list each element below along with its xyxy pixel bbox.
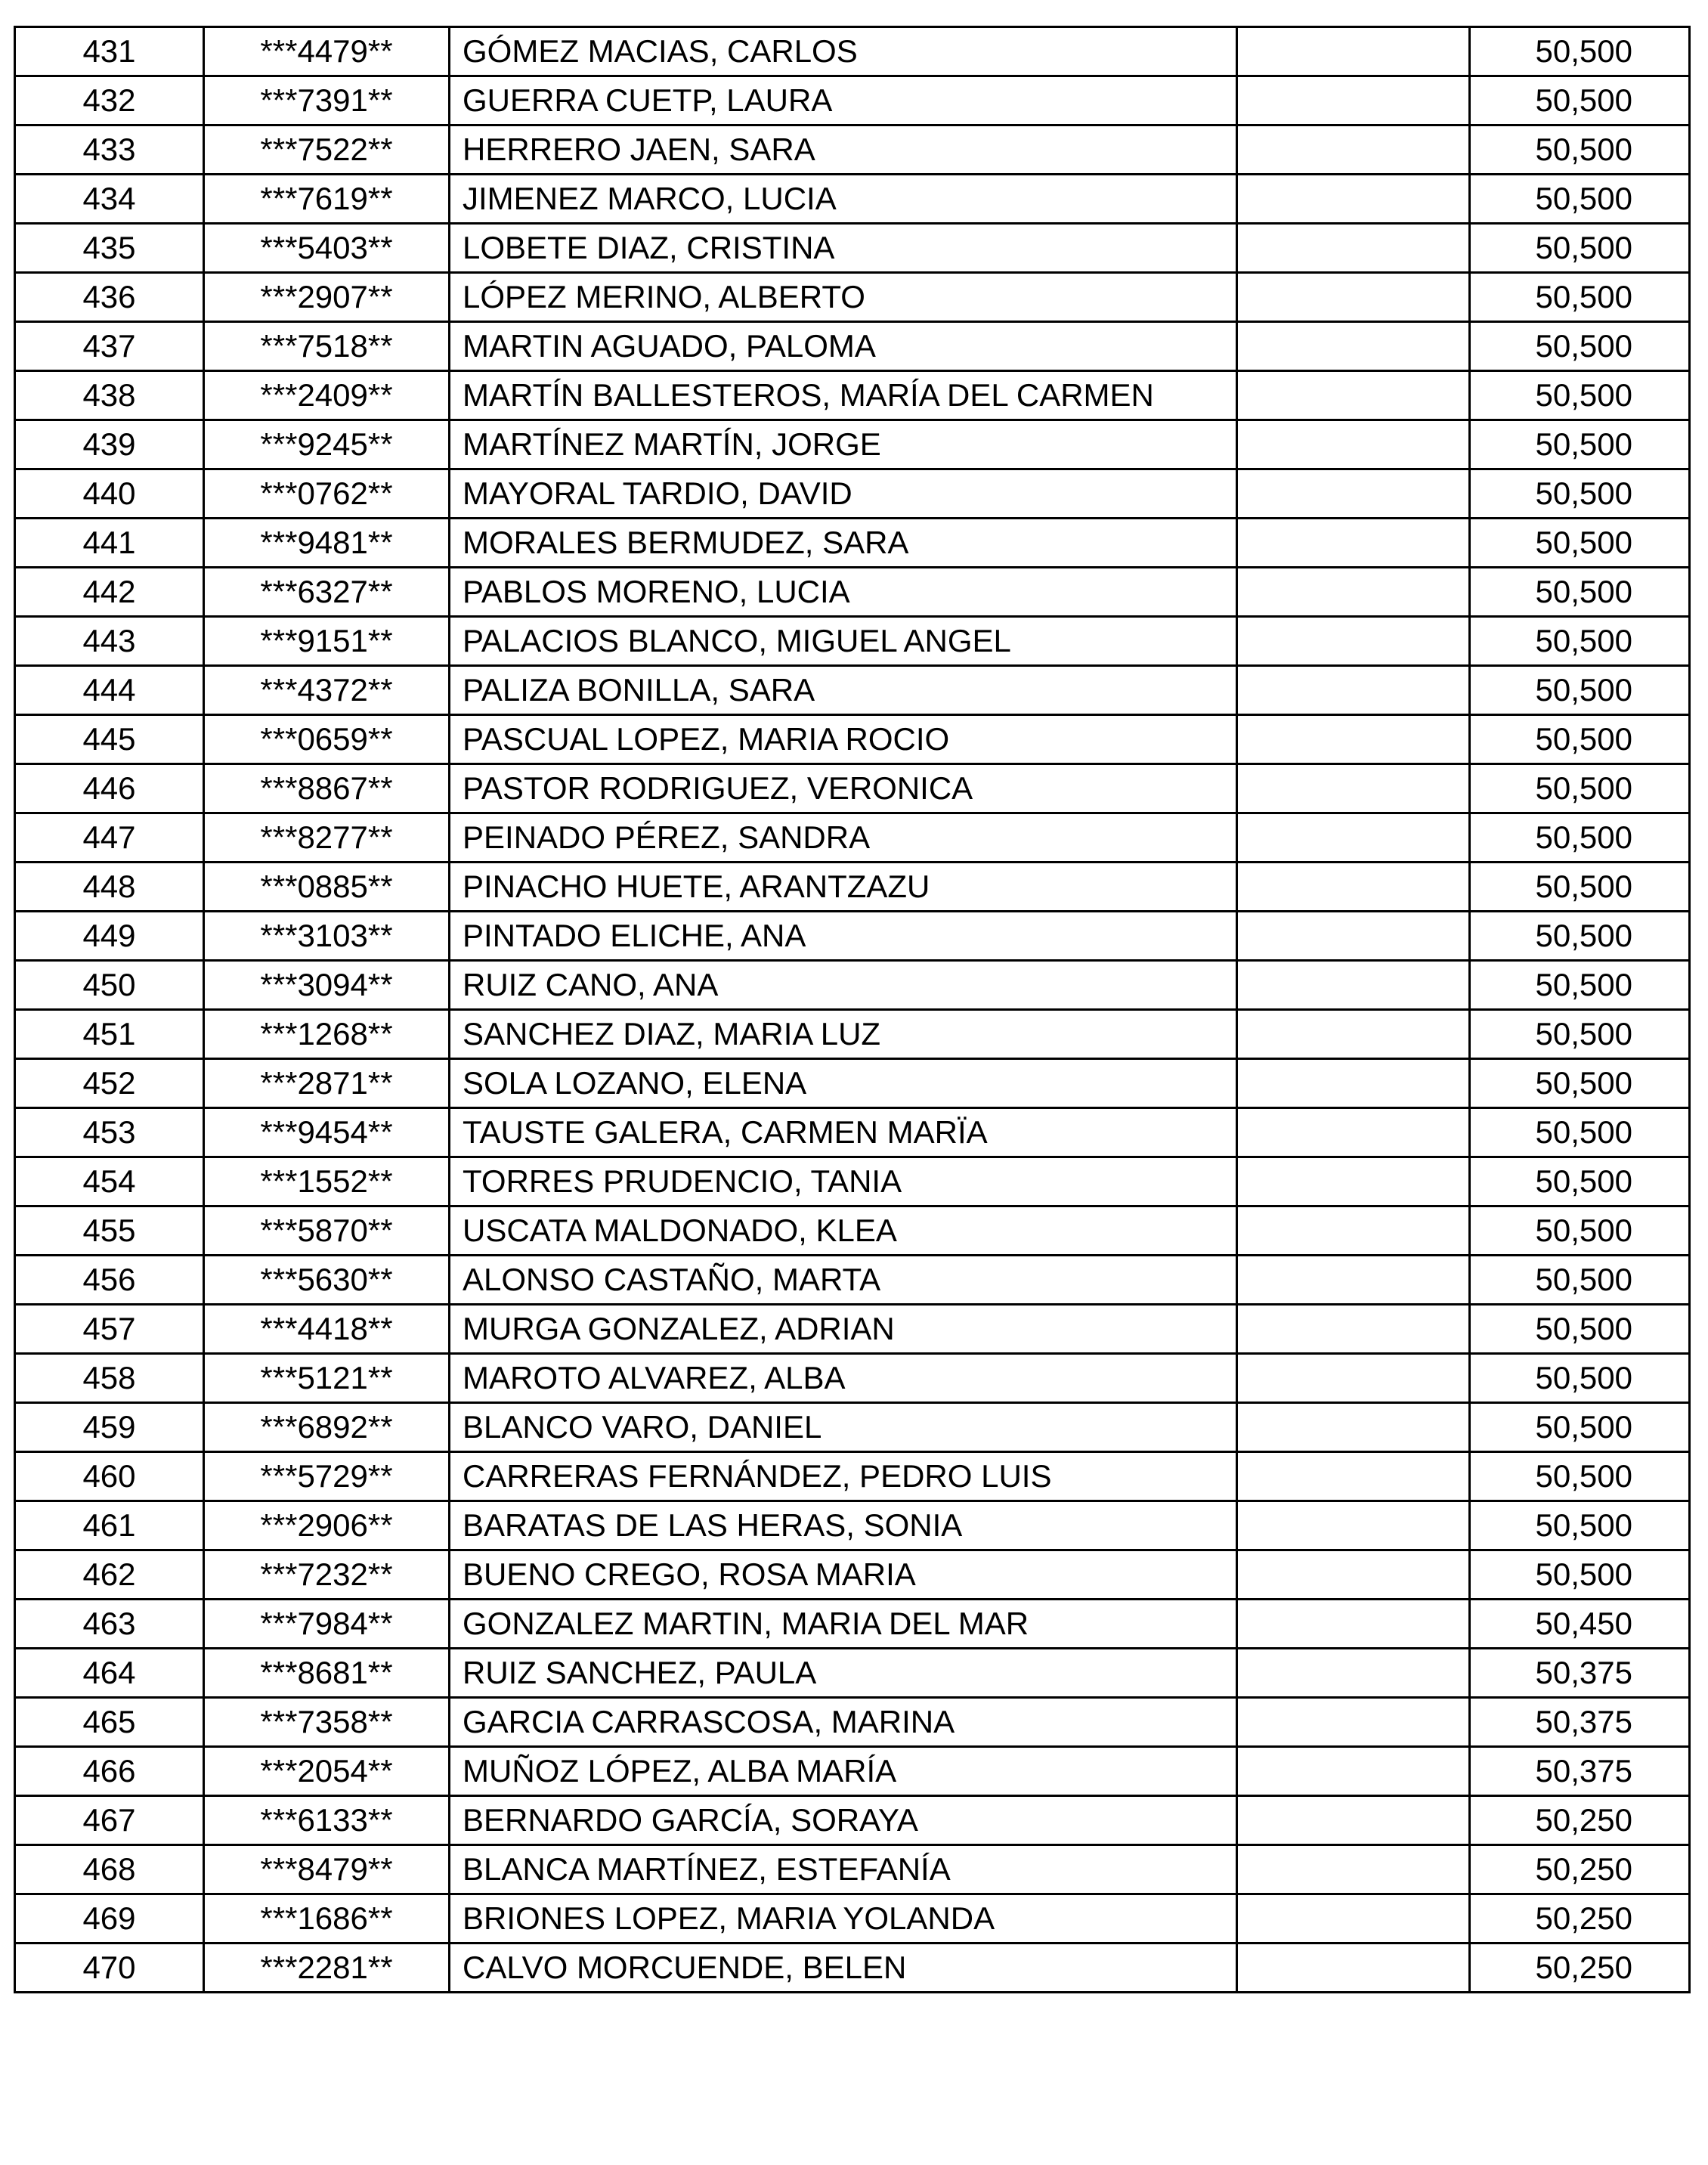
blank-cell	[1237, 224, 1470, 273]
row-number-cell: 437	[15, 322, 204, 371]
full-name-cell: MARTIN AGUADO, PALOMA	[450, 322, 1237, 371]
table-row	[15, 912, 1690, 961]
full-name-cell: MAYORAL TARDIO, DAVID	[450, 469, 1237, 519]
score-cell: 50,500	[1470, 764, 1690, 813]
row-number-cell: 453	[15, 1108, 204, 1157]
full-name-cell: PINACHO HUETE, ARANTZAZU	[450, 863, 1237, 912]
masked-id-cell: ***7522**	[204, 125, 450, 175]
row-number-cell: 466	[15, 1747, 204, 1796]
row-number-cell: 468	[15, 1845, 204, 1894]
full-name-cell: ALONSO CASTAÑO, MARTA	[450, 1256, 1237, 1305]
full-name-cell: BRIONES LOPEZ, MARIA YOLANDA	[450, 1894, 1237, 1944]
table-row	[15, 813, 1690, 863]
masked-id-cell: ***6133**	[204, 1796, 450, 1845]
blank-cell	[1237, 961, 1470, 1010]
full-name-cell: JIMENEZ MARCO, LUCIA	[450, 175, 1237, 224]
row-number-cell: 448	[15, 863, 204, 912]
blank-cell	[1237, 764, 1470, 813]
full-name-cell: GARCIA CARRASCOSA, MARINA	[450, 1698, 1237, 1747]
row-number-cell: 435	[15, 224, 204, 273]
row-number-cell: 461	[15, 1501, 204, 1550]
blank-cell	[1237, 1010, 1470, 1059]
row-number-cell: 467	[15, 1796, 204, 1845]
full-name-cell: MURGA GONZALEZ, ADRIAN	[450, 1305, 1237, 1354]
full-name-cell: HERRERO JAEN, SARA	[450, 125, 1237, 175]
masked-id-cell: ***7232**	[204, 1550, 450, 1600]
score-cell: 50,500	[1470, 1501, 1690, 1550]
table-row	[15, 1010, 1690, 1059]
masked-id-cell: ***4418**	[204, 1305, 450, 1354]
full-name-cell: RUIZ SANCHEZ, PAULA	[450, 1649, 1237, 1698]
blank-cell	[1237, 715, 1470, 764]
table-row	[15, 27, 1690, 76]
table-row	[15, 1501, 1690, 1550]
row-number-cell: 455	[15, 1206, 204, 1256]
blank-cell	[1237, 1550, 1470, 1600]
table-row	[15, 1403, 1690, 1452]
row-number-cell: 459	[15, 1403, 204, 1452]
score-cell: 50,500	[1470, 469, 1690, 519]
table-row	[15, 371, 1690, 420]
row-number-cell: 452	[15, 1059, 204, 1108]
blank-cell	[1237, 175, 1470, 224]
full-name-cell: LÓPEZ MERINO, ALBERTO	[450, 273, 1237, 322]
row-number-cell: 462	[15, 1550, 204, 1600]
blank-cell	[1237, 1501, 1470, 1550]
table-row	[15, 469, 1690, 519]
masked-id-cell: ***7619**	[204, 175, 450, 224]
score-cell: 50,500	[1470, 125, 1690, 175]
score-cell: 50,500	[1470, 1305, 1690, 1354]
full-name-cell: MAROTO ALVAREZ, ALBA	[450, 1354, 1237, 1403]
blank-cell	[1237, 1600, 1470, 1649]
full-name-cell: BARATAS DE LAS HERAS, SONIA	[450, 1501, 1237, 1550]
row-number-cell: 457	[15, 1305, 204, 1354]
blank-cell	[1237, 1403, 1470, 1452]
table-row	[15, 1305, 1690, 1354]
masked-id-cell: ***1552**	[204, 1157, 450, 1206]
score-cell: 50,500	[1470, 1452, 1690, 1501]
masked-id-cell: ***9245**	[204, 420, 450, 469]
full-name-cell: MARTÍNEZ MARTÍN, JORGE	[450, 420, 1237, 469]
full-name-cell: PASCUAL LOPEZ, MARIA ROCIO	[450, 715, 1237, 764]
blank-cell	[1237, 1845, 1470, 1894]
table-row	[15, 715, 1690, 764]
score-cell: 50,500	[1470, 1108, 1690, 1157]
table-row	[15, 1600, 1690, 1649]
row-number-cell: 434	[15, 175, 204, 224]
blank-cell	[1237, 617, 1470, 666]
masked-id-cell: ***5403**	[204, 224, 450, 273]
score-cell: 50,375	[1470, 1747, 1690, 1796]
score-cell: 50,500	[1470, 175, 1690, 224]
table-row	[15, 568, 1690, 617]
score-cell: 50,500	[1470, 1206, 1690, 1256]
row-number-cell: 464	[15, 1649, 204, 1698]
table-row	[15, 1550, 1690, 1600]
table-row	[15, 1649, 1690, 1698]
full-name-cell: TAUSTE GALERA, CARMEN MARÏA	[450, 1108, 1237, 1157]
table-row	[15, 76, 1690, 125]
table-row	[15, 1796, 1690, 1845]
blank-cell	[1237, 863, 1470, 912]
table-row	[15, 764, 1690, 813]
score-cell: 50,500	[1470, 420, 1690, 469]
score-cell: 50,500	[1470, 224, 1690, 273]
score-cell: 50,450	[1470, 1600, 1690, 1649]
full-name-cell: PINTADO ELICHE, ANA	[450, 912, 1237, 961]
full-name-cell: LOBETE DIAZ, CRISTINA	[450, 224, 1237, 273]
masked-id-cell: ***8479**	[204, 1845, 450, 1894]
masked-id-cell: ***2907**	[204, 273, 450, 322]
table-row	[15, 617, 1690, 666]
blank-cell	[1237, 1747, 1470, 1796]
row-number-cell: 449	[15, 912, 204, 961]
blank-cell	[1237, 813, 1470, 863]
row-number-cell: 445	[15, 715, 204, 764]
masked-id-cell: ***5630**	[204, 1256, 450, 1305]
table-row	[15, 1059, 1690, 1108]
blank-cell	[1237, 1354, 1470, 1403]
score-cell: 50,500	[1470, 912, 1690, 961]
row-number-cell: 465	[15, 1698, 204, 1747]
masked-id-cell: ***5121**	[204, 1354, 450, 1403]
full-name-cell: MUÑOZ LÓPEZ, ALBA MARÍA	[450, 1747, 1237, 1796]
score-cell: 50,375	[1470, 1698, 1690, 1747]
score-cell: 50,250	[1470, 1894, 1690, 1944]
blank-cell	[1237, 27, 1470, 76]
score-cell: 50,500	[1470, 1550, 1690, 1600]
masked-id-cell: ***8277**	[204, 813, 450, 863]
row-number-cell: 439	[15, 420, 204, 469]
masked-id-cell: ***1686**	[204, 1894, 450, 1944]
table-row	[15, 1206, 1690, 1256]
score-cell: 50,500	[1470, 1403, 1690, 1452]
score-cell: 50,500	[1470, 863, 1690, 912]
full-name-cell: PABLOS MORENO, LUCIA	[450, 568, 1237, 617]
table-row	[15, 863, 1690, 912]
full-name-cell: BERNARDO GARCÍA, SORAYA	[450, 1796, 1237, 1845]
table-row	[15, 1354, 1690, 1403]
masked-id-cell: ***0659**	[204, 715, 450, 764]
blank-cell	[1237, 1206, 1470, 1256]
table-row	[15, 1108, 1690, 1157]
row-number-cell: 442	[15, 568, 204, 617]
full-name-cell: BUENO CREGO, ROSA MARIA	[450, 1550, 1237, 1600]
blank-cell	[1237, 273, 1470, 322]
table-row	[15, 175, 1690, 224]
score-cell: 50,500	[1470, 1354, 1690, 1403]
masked-id-cell: ***2409**	[204, 371, 450, 420]
score-cell: 50,250	[1470, 1796, 1690, 1845]
row-number-cell: 447	[15, 813, 204, 863]
blank-cell	[1237, 1698, 1470, 1747]
table-row	[15, 519, 1690, 568]
score-cell: 50,500	[1470, 666, 1690, 715]
masked-id-cell: ***9481**	[204, 519, 450, 568]
blank-cell	[1237, 1452, 1470, 1501]
score-cell: 50,375	[1470, 1649, 1690, 1698]
blank-cell	[1237, 1305, 1470, 1354]
row-number-cell: 458	[15, 1354, 204, 1403]
table-row	[15, 224, 1690, 273]
results-table-body	[15, 27, 1690, 1993]
blank-cell	[1237, 125, 1470, 175]
full-name-cell: SOLA LOZANO, ELENA	[450, 1059, 1237, 1108]
masked-id-cell: ***5870**	[204, 1206, 450, 1256]
table-row	[15, 322, 1690, 371]
full-name-cell: BLANCO VARO, DANIEL	[450, 1403, 1237, 1452]
full-name-cell: GUERRA CUETP, LAURA	[450, 76, 1237, 125]
score-cell: 50,500	[1470, 813, 1690, 863]
score-cell: 50,500	[1470, 617, 1690, 666]
row-number-cell: 436	[15, 273, 204, 322]
masked-id-cell: ***6327**	[204, 568, 450, 617]
row-number-cell: 432	[15, 76, 204, 125]
masked-id-cell: ***2054**	[204, 1747, 450, 1796]
score-cell: 50,500	[1470, 519, 1690, 568]
row-number-cell: 431	[15, 27, 204, 76]
table-row	[15, 1845, 1690, 1894]
masked-id-cell: ***3103**	[204, 912, 450, 961]
full-name-cell: GÓMEZ MACIAS, CARLOS	[450, 27, 1237, 76]
masked-id-cell: ***0885**	[204, 863, 450, 912]
score-cell: 50,500	[1470, 1256, 1690, 1305]
score-cell: 50,500	[1470, 1157, 1690, 1206]
blank-cell	[1237, 912, 1470, 961]
table-row	[15, 1157, 1690, 1206]
row-number-cell: 444	[15, 666, 204, 715]
masked-id-cell: ***8867**	[204, 764, 450, 813]
row-number-cell: 438	[15, 371, 204, 420]
row-number-cell: 463	[15, 1600, 204, 1649]
score-cell: 50,250	[1470, 1944, 1690, 1993]
table-row	[15, 125, 1690, 175]
blank-cell	[1237, 469, 1470, 519]
full-name-cell: GONZALEZ MARTIN, MARIA DEL MAR	[450, 1600, 1237, 1649]
full-name-cell: SANCHEZ DIAZ, MARIA LUZ	[450, 1010, 1237, 1059]
masked-id-cell: ***5729**	[204, 1452, 450, 1501]
score-cell: 50,500	[1470, 27, 1690, 76]
score-cell: 50,500	[1470, 1010, 1690, 1059]
full-name-cell: CALVO MORCUENDE, BELEN	[450, 1944, 1237, 1993]
blank-cell	[1237, 1256, 1470, 1305]
blank-cell	[1237, 568, 1470, 617]
row-number-cell: 469	[15, 1894, 204, 1944]
masked-id-cell: ***1268**	[204, 1010, 450, 1059]
blank-cell	[1237, 1108, 1470, 1157]
row-number-cell: 450	[15, 961, 204, 1010]
masked-id-cell: ***9151**	[204, 617, 450, 666]
masked-id-cell: ***6892**	[204, 1403, 450, 1452]
full-name-cell: MORALES BERMUDEZ, SARA	[450, 519, 1237, 568]
masked-id-cell: ***2906**	[204, 1501, 450, 1550]
blank-cell	[1237, 1649, 1470, 1698]
row-number-cell: 456	[15, 1256, 204, 1305]
table-row	[15, 1452, 1690, 1501]
table-row	[15, 1894, 1690, 1944]
score-cell: 50,250	[1470, 1845, 1690, 1894]
score-cell: 50,500	[1470, 1059, 1690, 1108]
table-row	[15, 273, 1690, 322]
blank-cell	[1237, 1059, 1470, 1108]
full-name-cell: TORRES PRUDENCIO, TANIA	[450, 1157, 1237, 1206]
full-name-cell: USCATA MALDONADO, KLEA	[450, 1206, 1237, 1256]
masked-id-cell: ***7391**	[204, 76, 450, 125]
masked-id-cell: ***4479**	[204, 27, 450, 76]
score-cell: 50,500	[1470, 961, 1690, 1010]
full-name-cell: PALIZA BONILLA, SARA	[450, 666, 1237, 715]
blank-cell	[1237, 1157, 1470, 1206]
blank-cell	[1237, 420, 1470, 469]
results-table	[14, 26, 1691, 1993]
blank-cell	[1237, 322, 1470, 371]
full-name-cell: PEINADO PÉREZ, SANDRA	[450, 813, 1237, 863]
full-name-cell: PASTOR RODRIGUEZ, VERONICA	[450, 764, 1237, 813]
score-cell: 50,500	[1470, 568, 1690, 617]
masked-id-cell: ***2871**	[204, 1059, 450, 1108]
blank-cell	[1237, 371, 1470, 420]
score-cell: 50,500	[1470, 273, 1690, 322]
score-cell: 50,500	[1470, 76, 1690, 125]
blank-cell	[1237, 1894, 1470, 1944]
blank-cell	[1237, 519, 1470, 568]
table-row	[15, 961, 1690, 1010]
masked-id-cell: ***7518**	[204, 322, 450, 371]
masked-id-cell: ***9454**	[204, 1108, 450, 1157]
row-number-cell: 470	[15, 1944, 204, 1993]
blank-cell	[1237, 1944, 1470, 1993]
row-number-cell: 440	[15, 469, 204, 519]
blank-cell	[1237, 76, 1470, 125]
table-row	[15, 1698, 1690, 1747]
row-number-cell: 433	[15, 125, 204, 175]
masked-id-cell: ***8681**	[204, 1649, 450, 1698]
table-row	[15, 420, 1690, 469]
row-number-cell: 451	[15, 1010, 204, 1059]
blank-cell	[1237, 666, 1470, 715]
full-name-cell: RUIZ CANO, ANA	[450, 961, 1237, 1010]
table-row	[15, 1944, 1690, 1993]
table-row	[15, 1256, 1690, 1305]
masked-id-cell: ***4372**	[204, 666, 450, 715]
row-number-cell: 443	[15, 617, 204, 666]
full-name-cell: CARRERAS FERNÁNDEZ, PEDRO LUIS	[450, 1452, 1237, 1501]
full-name-cell: MARTÍN BALLESTEROS, MARÍA DEL CARMEN	[450, 371, 1237, 420]
table-row	[15, 666, 1690, 715]
masked-id-cell: ***0762**	[204, 469, 450, 519]
row-number-cell: 441	[15, 519, 204, 568]
masked-id-cell: ***7984**	[204, 1600, 450, 1649]
row-number-cell: 460	[15, 1452, 204, 1501]
masked-id-cell: ***3094**	[204, 961, 450, 1010]
row-number-cell: 454	[15, 1157, 204, 1206]
full-name-cell: PALACIOS BLANCO, MIGUEL ANGEL	[450, 617, 1237, 666]
score-cell: 50,500	[1470, 322, 1690, 371]
score-cell: 50,500	[1470, 371, 1690, 420]
score-cell: 50,500	[1470, 715, 1690, 764]
blank-cell	[1237, 1796, 1470, 1845]
row-number-cell: 446	[15, 764, 204, 813]
table-row	[15, 1747, 1690, 1796]
masked-id-cell: ***2281**	[204, 1944, 450, 1993]
full-name-cell: BLANCA MARTÍNEZ, ESTEFANÍA	[450, 1845, 1237, 1894]
masked-id-cell: ***7358**	[204, 1698, 450, 1747]
